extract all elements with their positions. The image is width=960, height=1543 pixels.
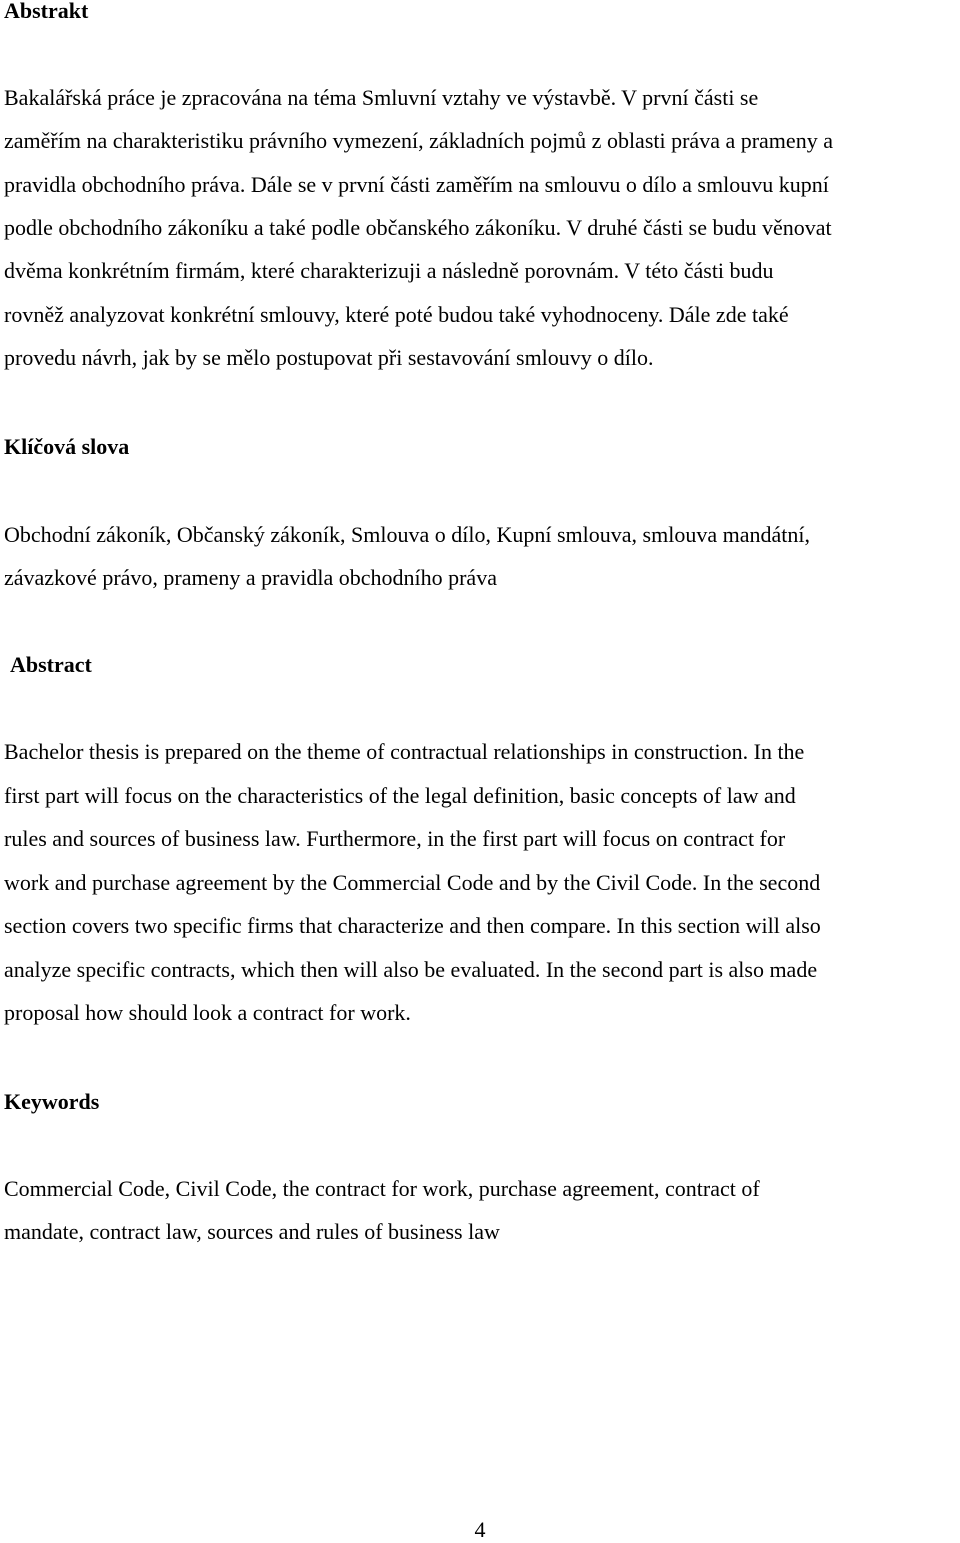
abstrakt-line: podle obchodního zákoníku a také podle občanského zákoníku. V druhé části se budu věnovat <box>4 215 832 240</box>
abstract-line: Bachelor thesis is prepared on the theme of contractual relationships in construction. In the <box>4 739 805 764</box>
abstrakt-line: dvěma konkrétním firmám, které charakterizuji a následně porovnám. V této části budu <box>4 258 774 283</box>
klicova-slova-line: závazkové právo, prameny a pravidla obchodního práva <box>4 565 497 590</box>
keywords-line: mandate, contract law, sources and rules of business law <box>4 1219 500 1244</box>
abstract-line: first part will focus on the characteristics of the legal definition, basic concepts of law and <box>4 783 796 808</box>
abstrakt-line: pravidla obchodního práva. Dále se v první části zaměřím na smlouvu o dílo a smlouvu kupní <box>4 172 829 197</box>
abstrakt-line: provedu návrh, jak by se mělo postupovat při sestavování smlouvy o dílo. <box>4 345 654 370</box>
abstract-heading: Abstract <box>10 652 92 677</box>
keywords-heading: Keywords <box>4 1089 100 1114</box>
page-number: 4 <box>474 1517 486 1542</box>
klicova-slova-line: Obchodní zákoník, Občanský zákoník, Smlouva o dílo, Kupní smlouva, smlouva mandátní, <box>4 522 810 547</box>
abstract-line: work and purchase agreement by the Commercial Code and by the Civil Code. In the second <box>4 870 821 895</box>
abstrakt-line: rovněž analyzovat konkrétní smlouvy, které poté budou také vyhodnoceny. Dále zde také <box>4 302 789 327</box>
abstract-line: analyze specific contracts, which then will also be evaluated. In the second part is also made <box>4 957 818 982</box>
klicova-slova-heading: Klíčová slova <box>4 434 130 459</box>
abstrakt-line: Bakalářská práce je zpracována na téma Smluvní vztahy ve výstavbě. V první části se <box>4 85 759 110</box>
abstract-line: section covers two specific firms that characterize and then compare. In this section will also <box>4 913 821 938</box>
abstrakt-line: zaměřím na charakteristiku právního vymezení, základních pojmů z oblasti práva a prameny a <box>4 128 833 153</box>
abstract-line: rules and sources of business law. Furthermore, in the first part will focus on contract for <box>4 826 786 851</box>
abstrakt-heading: Abstrakt <box>4 0 89 23</box>
keywords-line: Commercial Code, Civil Code, the contract for work, purchase agreement, contract of <box>4 1176 760 1201</box>
abstract-line: proposal how should look a contract for work. <box>4 1000 411 1025</box>
